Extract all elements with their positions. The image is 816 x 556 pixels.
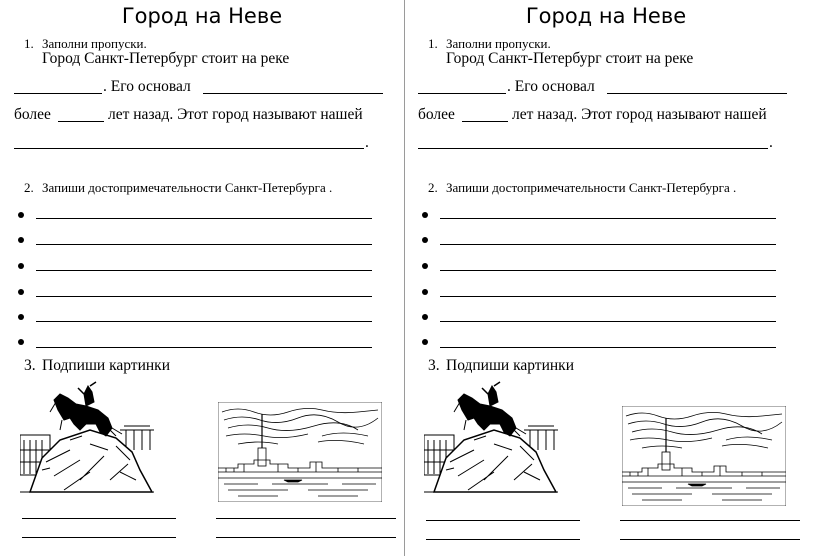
answer-line[interactable] (36, 347, 372, 348)
task1-number: 1. (24, 36, 34, 51)
task1-line3-a: более (14, 106, 51, 123)
caption-line[interactable] (426, 539, 580, 540)
bronze-horseman-picture (424, 380, 558, 494)
caption-line[interactable] (620, 539, 800, 540)
task1-line1: Город Санкт-Петербург стоит на реке (446, 50, 694, 67)
caption-line[interactable] (216, 518, 396, 519)
task1-line4-end: . (769, 134, 773, 151)
fortress-panorama-picture (218, 402, 382, 502)
city-name-blank[interactable] (418, 148, 768, 149)
task3-number: 3. (428, 357, 440, 374)
task1-line2-text: . Его основал (507, 78, 595, 95)
river-blank[interactable] (418, 93, 506, 94)
river-blank[interactable] (14, 93, 102, 94)
answer-line[interactable] (36, 321, 372, 322)
task1-line3-b: лет назад. Этот город называют нашей (512, 106, 767, 123)
caption-line[interactable] (22, 537, 176, 538)
caption-line[interactable] (620, 520, 800, 521)
bronze-horseman-picture (20, 380, 154, 494)
bullet (18, 314, 24, 320)
answer-line[interactable] (440, 244, 776, 245)
answer-line[interactable] (36, 296, 372, 297)
years-blank[interactable] (462, 121, 508, 122)
bullet (18, 212, 24, 218)
answer-line[interactable] (440, 296, 776, 297)
bullet (18, 339, 24, 345)
founder-blank[interactable] (607, 93, 787, 94)
years-blank[interactable] (58, 121, 104, 122)
bullet (422, 212, 428, 218)
task3-label: Подпиши картинки (446, 357, 574, 374)
task1-line3-a: более (418, 106, 455, 123)
bullet (422, 339, 428, 345)
task1-line1: Город Санкт-Петербург стоит на реке (42, 50, 290, 67)
answer-line[interactable] (36, 218, 372, 219)
city-name-blank[interactable] (14, 148, 364, 149)
task2-number: 2. (428, 180, 438, 195)
task2-label: Запиши достопримечательности Санкт-Петербурга . (446, 180, 737, 195)
answer-line[interactable] (440, 347, 776, 348)
worksheet-right (404, 0, 808, 556)
task1-line4-end: . (365, 134, 369, 151)
task2-label: Запиши достопримечательности Санкт-Петербурга . (42, 180, 333, 195)
answer-line[interactable] (440, 270, 776, 271)
bullet (18, 289, 24, 295)
bullet (422, 263, 428, 269)
worksheet-title: Город на Неве (525, 4, 687, 28)
bullet (422, 314, 428, 320)
task3-number: 3. (24, 357, 36, 374)
caption-line[interactable] (22, 518, 176, 519)
answer-line[interactable] (440, 321, 776, 322)
fortress-panorama-picture (622, 406, 786, 506)
task2-number: 2. (24, 180, 34, 195)
worksheet-left (0, 0, 404, 556)
bullet (422, 289, 428, 295)
task1-label: Заполни пропуски. (42, 36, 147, 51)
task1-label: Заполни пропуски. (446, 36, 551, 51)
task3-label: Подпиши картинки (42, 357, 170, 374)
bullet (18, 237, 24, 243)
bullet (18, 263, 24, 269)
worksheet-title: Город на Неве (121, 4, 283, 28)
founder-blank[interactable] (203, 93, 383, 94)
task1-line2-text: . Его основал (103, 78, 191, 95)
answer-line[interactable] (36, 270, 372, 271)
task1-line3-b: лет назад. Этот город называют нашей (108, 106, 363, 123)
answer-line[interactable] (36, 244, 372, 245)
caption-line[interactable] (426, 520, 580, 521)
answer-line[interactable] (440, 218, 776, 219)
bullet (422, 237, 428, 243)
caption-line[interactable] (216, 537, 396, 538)
task1-number: 1. (428, 36, 438, 51)
